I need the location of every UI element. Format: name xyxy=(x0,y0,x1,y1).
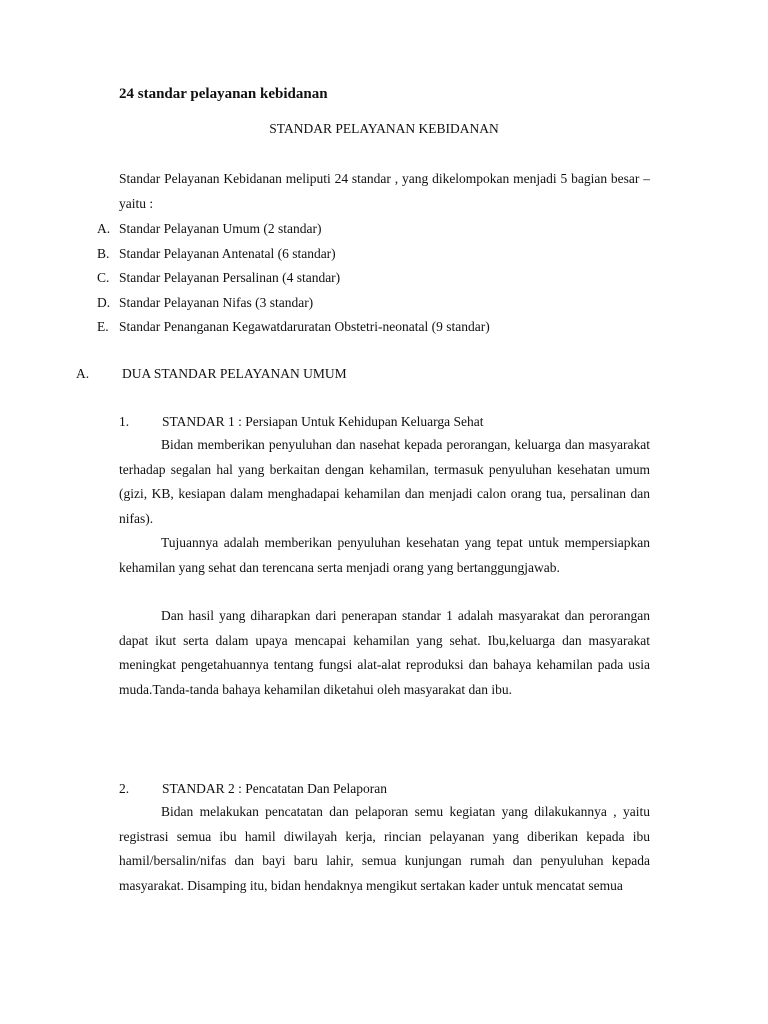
section-heading: STANDAR PELAYANAN KEBIDANAN xyxy=(269,121,499,136)
list-item xyxy=(97,266,490,291)
list-item xyxy=(97,315,490,340)
list-item xyxy=(97,217,490,242)
list-marker: B. xyxy=(97,245,110,261)
category-list xyxy=(97,217,490,340)
standard-2-paragraph-1: Bidan melakukan pencatatan dan pelaporan semu kegiatan yang dilakukannya , yaitu registrasi semua ibu hamil diwilayah kerja, rincian pelayanan yang diberikan kepada ibu hamil/bersalin/nifas dan bayi baru lahir, semua kunjungan rumah dan penyuluhan kepada masyarakat. Disamping itu, bidan hendaknya mengikut sertakan kader untuk mencatat semua xyxy=(119,804,650,893)
list-item-text: Standar Penanganan Kegawatdaruratan Obstetri-neonatal (9 standar) xyxy=(119,319,490,335)
section-a-title: DUA STANDAR PELAYANAN UMUM xyxy=(122,366,347,381)
standard-1-paragraph-3: Dan hasil yang diharapkan dari penerapan standar 1 adalah masyarakat dan perorangan dapat ikut serta dalam upaya mencapai kehamilan yang sehat. Ibu,keluarga dan masyarakat meningkat pengetahuannya tentang fungsi alat-alat reproduksi dan bahaya kehamilan pada usia muda.Tanda-tanda bahaya kehamilan diketahui oleh masyarakat dan ibu. xyxy=(119,608,650,697)
standard-1-paragraph-1: Bidan memberikan penyuluhan dan nasehat kepada perorangan, keluarga dan masyarakat terhadap segalan hal yang berkaitan dengan kehamilan, termasuk penyuluhan kesehatan umum (gizi, KB, kesiapan dalam menghadapai kehamilan dan menjadi calon orang tua, persalinan dan nifas). xyxy=(119,437,650,526)
list-item-text: Standar Pelayanan Antenatal (6 standar) xyxy=(119,245,336,261)
section-a-letter: A. xyxy=(76,366,90,381)
list-marker: E. xyxy=(97,319,109,335)
list-item xyxy=(97,291,490,316)
list-item xyxy=(97,242,490,267)
standard-1-paragraph-2: Tujuannya adalah memberikan penyuluhan kesehatan yang tepat untuk mempersiapkan kehamilan yang sehat dan terencana serta menjadi orang yang bertanggungjawab. xyxy=(119,535,650,575)
standard-2-title: STANDAR 2 : Pencatatan Dan Pelaporan xyxy=(162,781,387,796)
standard-1-title: STANDAR 1 : Persiapan Untuk Kehidupan Keluarga Sehat xyxy=(162,414,484,429)
list-marker: A. xyxy=(97,221,111,236)
list-marker: D. xyxy=(97,294,111,310)
list-marker: C. xyxy=(97,270,110,286)
list-item-text: Standar Pelayanan Persalinan (4 standar) xyxy=(119,270,341,286)
document-title: 24 standar pelayanan kebidanan xyxy=(119,86,328,102)
standard-1-number: 1. xyxy=(119,414,130,429)
standard-2-number: 2. xyxy=(119,781,130,796)
list-item-text: Standar Pelayanan Umum (2 standar) xyxy=(119,221,322,236)
list-item-text: Standar Pelayanan Nifas (3 standar) xyxy=(119,294,314,310)
intro-paragraph: Standar Pelayanan Kebidanan meliputi 24 standar , yang dikelompokan menjadi 5 bagian besar – yaitu : xyxy=(119,171,650,211)
